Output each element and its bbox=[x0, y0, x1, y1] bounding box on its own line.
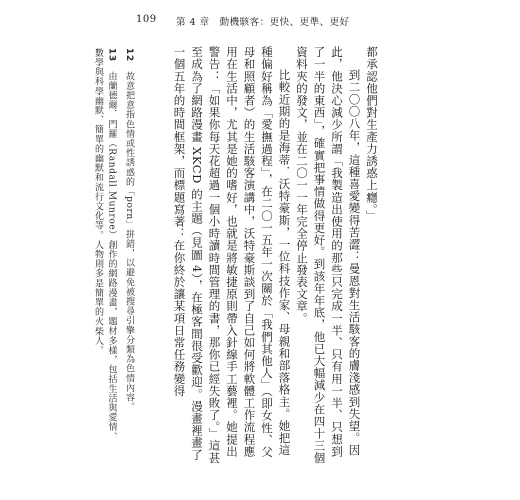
running-header bbox=[0, 0, 520, 36]
footnote-number: 13 bbox=[106, 48, 117, 62]
footnotes bbox=[85, 48, 135, 448]
main-text bbox=[172, 46, 380, 466]
footnote bbox=[91, 48, 118, 448]
footnote-text: 故意把意指色情或性誘惑的「porn」拼錯，以避免被搜尋引擎分類為色情內容。 bbox=[124, 71, 134, 412]
footnote-number: 12 bbox=[124, 48, 134, 62]
footnote bbox=[122, 48, 136, 448]
chapter-title: 第 4 章 動機駭客：更快、更準、更好 bbox=[176, 17, 350, 28]
page-number: 109 bbox=[136, 14, 157, 25]
paragraph: 到二〇〇八年，這種喜愛變得苦澀：曼恩對生活駭客的膚淺感到失望。因此，他決心減少所謂「我製造出使用的那些只完成一半、只有用一半、只想到了一半的東西」，確實把事情做得更好。到該年年底，他已大幅減少在四十三個資料夾的發文，並在二〇一一年完全停止發表文章。 bbox=[295, 46, 362, 464]
footnote-text: 由蘭德爾．門羅（Randall Munroe）創作的網路漫畫，題材多樣，包括生活與愛情、數學與科學幽默、簡單的幽默和流行文化等。人物則多是簡單的火柴人。 bbox=[93, 48, 117, 442]
paragraph: 比較近期的是海蒂．沃特豪斯，一位科技作家、母親和部落格主。她把這種偏好稱為「愛撫過程」，在二〇一五年一次關於「我們其他人」（即女性、父母和照顧者）的生活駭客演講中，沃特豪斯談到了自己如何將軟體工作流程應用在生活中，尤其是她的嗜好，也就是將敏捷原則帶入針線手工藝裡。她提出警告：「如果你每天花超過一個小時讀時間管理的書，那你已經失敗了。」這甚至成為了網路漫畫 XKCD 的主題（見圖 4），在極客間很受歡迎。漫畫裡畫了一個五年的時間框架，而標題寫著：在你終於讓某項日常任務變得 bbox=[172, 46, 292, 464]
paragraph: 都承認他們對生產力誘惑上癮。」 bbox=[365, 46, 379, 222]
